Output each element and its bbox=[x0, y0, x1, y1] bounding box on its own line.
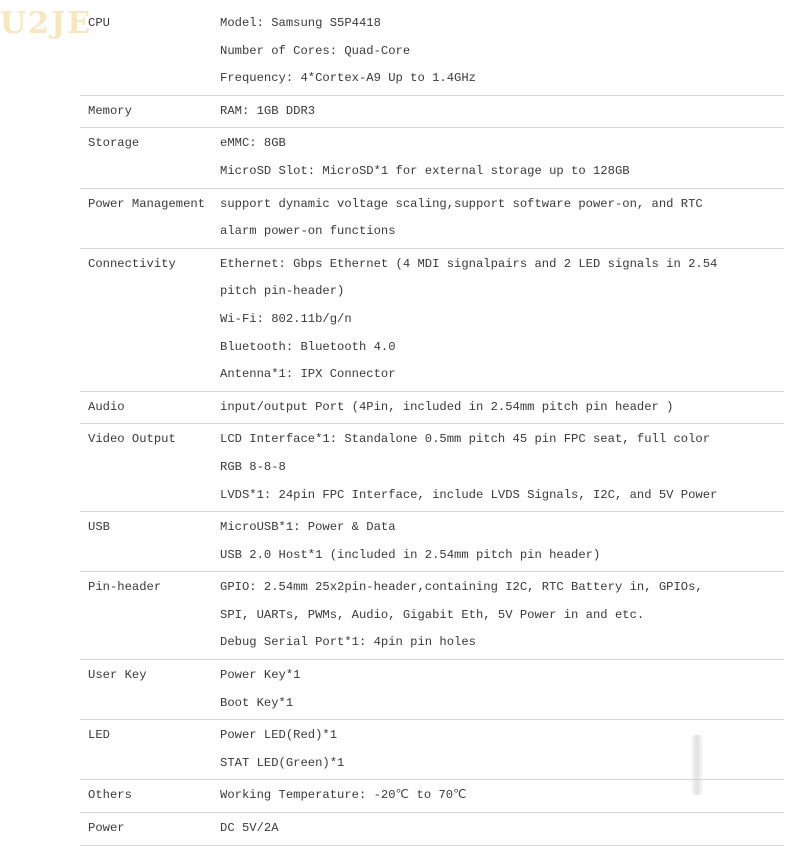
spec-row bbox=[80, 572, 784, 660]
spec-value-line: RGB 8-8-8 bbox=[220, 459, 286, 474]
spec-label-cell bbox=[80, 512, 220, 572]
spec-label: Pin-header bbox=[88, 580, 162, 595]
spec-label-cell bbox=[80, 8, 220, 95]
spec-label: Power Management bbox=[88, 196, 206, 211]
spec-label-cell bbox=[80, 248, 220, 391]
spec-value-line: Boot Key*1 bbox=[220, 695, 294, 710]
spec-label: Power bbox=[88, 821, 125, 836]
spec-value-line: Working Temperature: -20℃ to 70℃ bbox=[220, 788, 467, 803]
spec-row bbox=[80, 8, 784, 95]
spec-value-line: Ethernet: Gbps Ethernet (4 MDI signalpairs and 2 LED signals in 2.54 bbox=[220, 256, 718, 271]
spec-label: Memory bbox=[88, 103, 132, 118]
spec-value-cell bbox=[220, 188, 784, 248]
spec-value-line: alarm power-on functions bbox=[220, 224, 396, 239]
spec-value-cell bbox=[220, 572, 784, 660]
spec-value-cell bbox=[220, 512, 784, 572]
spec-value-line: pitch pin-header) bbox=[220, 284, 345, 299]
spec-row bbox=[80, 248, 784, 391]
spec-value-line: DC 5V/2A bbox=[220, 821, 279, 836]
spec-row bbox=[80, 188, 784, 248]
spec-row bbox=[80, 128, 784, 188]
spec-label: Video Output bbox=[88, 432, 176, 447]
spec-label-cell bbox=[80, 128, 220, 188]
spec-value-cell bbox=[220, 128, 784, 188]
spec-value-line: Number of Cores: Quad-Core bbox=[220, 43, 411, 58]
spec-value-line: STAT LED(Green)*1 bbox=[220, 755, 345, 770]
spec-label: Storage bbox=[88, 136, 140, 151]
spec-label: USB bbox=[88, 520, 110, 535]
spec-label: LED bbox=[88, 728, 110, 743]
watermark-logo: U2JE bbox=[0, 6, 93, 41]
spec-row bbox=[80, 720, 784, 780]
spec-label: Connectivity bbox=[88, 256, 176, 271]
spec-value-line: MicroUSB*1: Power & Data bbox=[220, 520, 396, 535]
spec-row bbox=[80, 95, 784, 128]
spec-label: Others bbox=[88, 788, 132, 803]
scroll-shadow bbox=[690, 735, 704, 795]
spec-value-line: Frequency: 4*Cortex-A9 Up to 1.4GHz bbox=[220, 71, 476, 86]
spec-value-line: Bluetooth: Bluetooth 4.0 bbox=[220, 339, 396, 354]
spec-value-line: USB 2.0 Host*1 (included in 2.54mm pitch pin header) bbox=[220, 547, 601, 562]
spec-value-cell bbox=[220, 660, 784, 720]
spec-value-line: Debug Serial Port*1: 4pin pin holes bbox=[220, 635, 476, 650]
spec-label-cell bbox=[80, 660, 220, 720]
spec-label-cell bbox=[80, 188, 220, 248]
spec-value-line: LVDS*1: 24pin FPC Interface, include LVDS Signals, I2C, and 5V Power bbox=[220, 487, 718, 502]
spec-value-cell bbox=[220, 95, 784, 128]
spec-row bbox=[80, 424, 784, 512]
spec-value-cell bbox=[220, 813, 784, 846]
spec-value-line: eMMC: 8GB bbox=[220, 136, 286, 151]
spec-label-cell bbox=[80, 95, 220, 128]
spec-label-cell bbox=[80, 780, 220, 813]
spec-value-line: Power LED(Red)*1 bbox=[220, 728, 338, 743]
spec-value-cell bbox=[220, 248, 784, 391]
spec-row bbox=[80, 813, 784, 846]
spec-value-line: Wi-Fi: 802.11b/g/n bbox=[220, 311, 352, 326]
spec-label-cell bbox=[80, 572, 220, 660]
spec-value-cell bbox=[220, 424, 784, 512]
spec-value-line: input/output Port (4Pin, included in 2.54mm pitch pin header ) bbox=[220, 399, 674, 414]
spec-value-line: GPIO: 2.54mm 25x2pin-header,containing I2C, RTC Battery in, GPIOs, bbox=[220, 580, 703, 595]
spec-value-line: Model: Samsung S5P4418 bbox=[220, 16, 381, 30]
spec-value-line: MicroSD Slot: MicroSD*1 for external storage up to 128GB bbox=[220, 163, 630, 178]
spec-value-cell bbox=[220, 8, 784, 95]
spec-value-line: Antenna*1: IPX Connector bbox=[220, 367, 396, 382]
spec-row bbox=[80, 660, 784, 720]
spec-label-cell bbox=[80, 424, 220, 512]
spec-row bbox=[80, 512, 784, 572]
spec-label-cell bbox=[80, 813, 220, 846]
spec-table-body bbox=[80, 8, 784, 845]
spec-label: Audio bbox=[88, 399, 125, 414]
spec-value-line: Power Key*1 bbox=[220, 668, 301, 683]
spec-value-line: RAM: 1GB DDR3 bbox=[220, 103, 316, 118]
spec-value-line: LCD Interface*1: Standalone 0.5mm pitch 45 pin FPC seat, full color bbox=[220, 432, 711, 447]
spec-value-cell bbox=[220, 391, 784, 424]
spec-label-cell bbox=[80, 391, 220, 424]
spec-row bbox=[80, 780, 784, 813]
spec-label: User Key bbox=[88, 668, 147, 683]
spec-table bbox=[80, 8, 784, 846]
spec-value-line: support dynamic voltage scaling,support software power-on, and RTC bbox=[220, 196, 703, 211]
spec-row bbox=[80, 391, 784, 424]
spec-label: CPU bbox=[88, 16, 110, 30]
spec-value-line: SPI, UARTs, PWMs, Audio, Gigabit Eth, 5V Power in and etc. bbox=[220, 607, 645, 622]
spec-label-cell bbox=[80, 720, 220, 780]
